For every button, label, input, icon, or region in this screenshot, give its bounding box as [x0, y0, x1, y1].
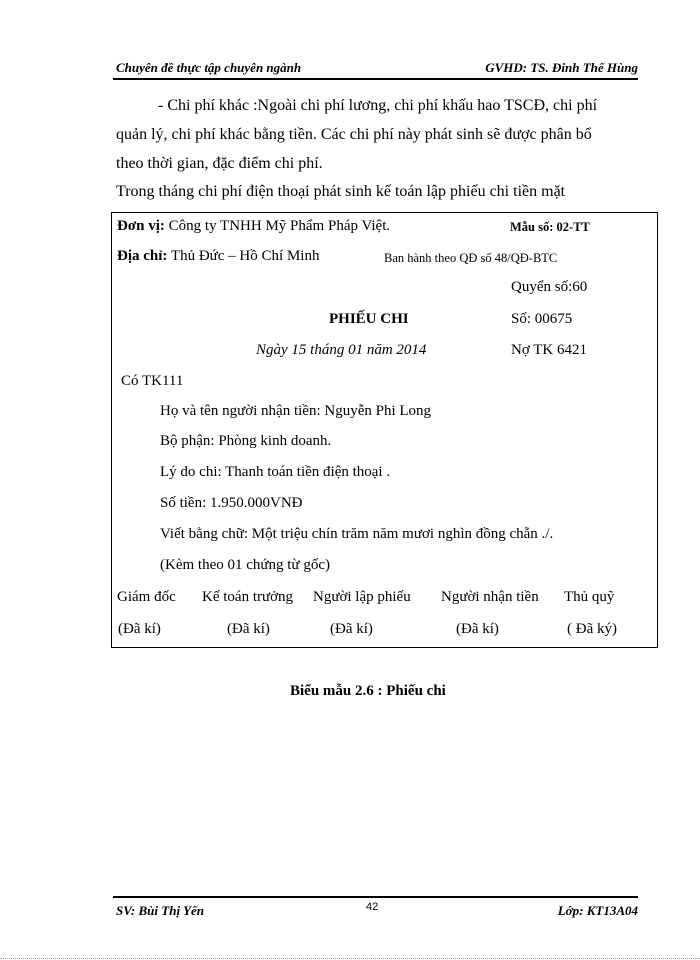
signer-sign-preparer: (Đã kí): [330, 621, 373, 637]
page-edge-divider: [0, 958, 700, 959]
signer-sign-director: (Đã kí): [118, 621, 161, 637]
footer-left: SV: Bùi Thị Yến: [116, 903, 205, 918]
voucher-date: Ngày 15 tháng 01 năm 2014: [256, 342, 427, 358]
header-right: GVHD: TS. Đinh Thế Hùng: [485, 60, 638, 75]
department-line: Bộ phận: Phòng kinh doanh.: [160, 433, 332, 449]
form-number: Mẫu số: 02-TT: [510, 220, 590, 234]
figure-caption: Biểu mẫu 2.6 : Phiếu chi: [290, 683, 446, 699]
payment-voucher: [111, 212, 658, 648]
footer-rule: [113, 896, 638, 898]
credit-account: Có TK111: [121, 373, 184, 389]
unit-line: [117, 218, 390, 235]
signer-role-cashier: Thủ quỹ: [564, 589, 615, 605]
signer-sign-recipient: (Đã kí): [456, 621, 499, 637]
signer-sign-cashier: ( Đã ký): [567, 621, 617, 637]
body-line-1: - Chi phí khác :Ngoài chi phí lương, chi phí khấu hao TSCĐ, chi phí: [158, 97, 598, 114]
address-line: [117, 248, 319, 265]
body-line-3: theo thời gian, đặc điểm chi phí.: [116, 155, 323, 172]
recipient-line: Họ và tên người nhận tiền: Nguyễn Phi Long: [160, 403, 432, 419]
signer-role-recipient: Người nhận tiền: [441, 589, 539, 605]
header-left: Chuyên đề thực tập chuyên ngành: [116, 60, 302, 75]
address-label: Địa chỉ:: [117, 248, 168, 264]
body-line-4: Trong tháng chi phí điện thoại phát sinh kế toán lập phiếu chi tiền mặt: [116, 183, 566, 200]
debit-account: Nợ TK 6421: [511, 342, 587, 358]
body-line-2: quản lý, chi phí khác bằng tiền. Các chi phí này phát sinh sẽ được phân bổ: [116, 126, 592, 143]
amount-words-line: Viết bằng chữ: Một triệu chín trăm năm mươi nghìn đồng chẵn ./.: [160, 526, 554, 542]
address-value: Thủ Đức – Hồ Chí Minh: [167, 248, 320, 264]
signer-role-director: Giám đốc: [117, 589, 176, 605]
signer-role-preparer: Người lập phiếu: [313, 589, 411, 605]
amount-line: Số tiền: 1.950.000VNĐ: [160, 495, 303, 511]
signer-sign-chief-accountant: (Đã kí): [227, 621, 270, 637]
voucher-title: PHIẾU CHI: [329, 311, 409, 327]
unit-label: Đơn vị:: [117, 218, 165, 234]
header-rule: [113, 78, 638, 80]
reason-line: Lý do chi: Thanh toán tiền điện thoại .: [160, 464, 391, 480]
signer-role-chief-accountant: Kế toán trưởng: [202, 589, 294, 605]
voucher-number: Số: 00675: [511, 311, 573, 327]
book-number: Quyển số:60: [511, 279, 588, 295]
page-number: 42: [366, 901, 379, 913]
unit-value: Công ty TNHH Mỹ Phẩm Pháp Việt.: [164, 218, 391, 234]
issued-decision: Ban hành theo QĐ số 48/QĐ-BTC: [384, 251, 558, 265]
attached-line: (Kèm theo 01 chứng từ gốc): [160, 557, 330, 573]
footer-right: Lớp: KT13A04: [557, 903, 638, 918]
